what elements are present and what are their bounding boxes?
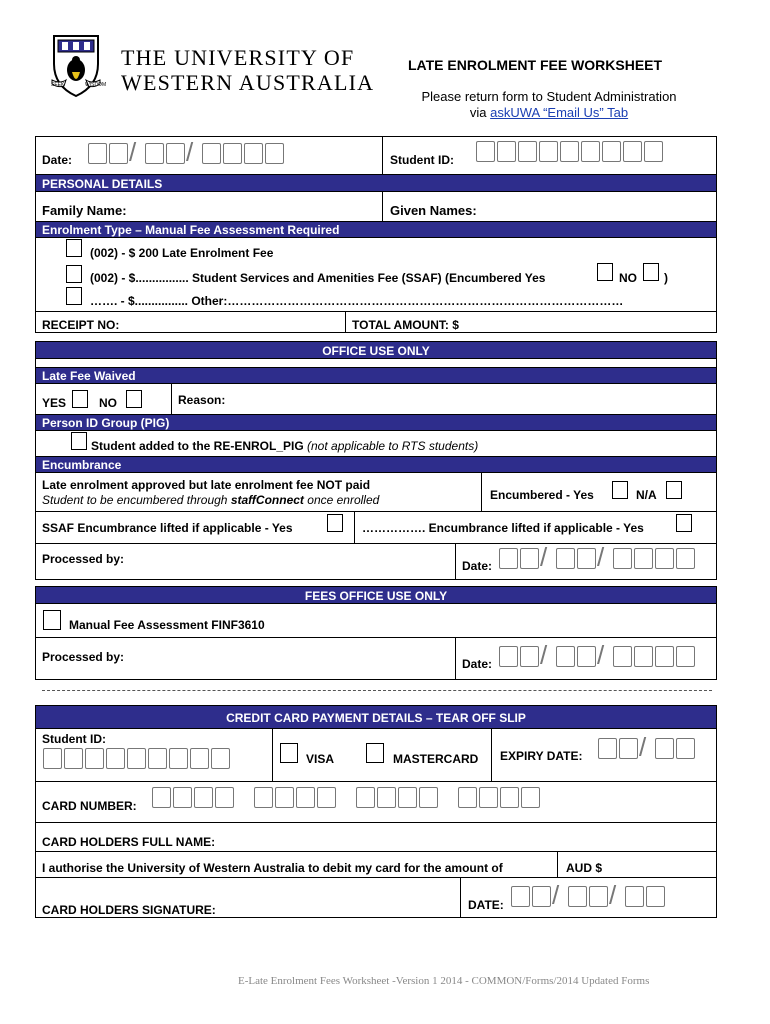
waived-no-checkbox[interactable] <box>126 390 142 408</box>
na-label: N/A <box>636 488 657 502</box>
mastercard-label: MASTERCARD <box>393 752 479 766</box>
fees-processed-row-top <box>35 637 717 638</box>
pig-main-text: Student added to the RE-ENROL_PIG <box>91 439 304 453</box>
other-fee-option: ……. - $................ Other:……………………………………………………………………………………… <box>90 294 624 308</box>
late-fee-option: (002) - $ 200 Late Enrolment Fee <box>90 246 274 260</box>
enc-line2-bold: staffConnect <box>230 493 304 507</box>
pig-header: Person ID Group (PIG) <box>35 414 717 431</box>
return-line2 <box>408 105 690 121</box>
receipt-row-divider <box>345 311 346 333</box>
total-amount-label: TOTAL AMOUNT: $ <box>352 318 459 332</box>
office-date-field[interactable]: / / <box>499 546 709 574</box>
office-processed-by-label: Processed by: <box>42 552 125 566</box>
date-row-divider <box>382 136 383 174</box>
encumbrance-line2 <box>42 493 379 507</box>
university-crest <box>50 34 107 98</box>
ssaf-encumbered-no-checkbox[interactable] <box>643 263 659 281</box>
return-via: via <box>469 105 491 120</box>
expiry-date-field[interactable]: / <box>598 736 708 764</box>
aud-divider <box>557 851 558 877</box>
ssaf-lifted-divider <box>354 511 355 543</box>
ssaf-checkbox[interactable] <box>66 265 82 283</box>
cc-id-divider <box>272 729 273 781</box>
signature-row-top <box>35 877 717 878</box>
holder-name-label: CARD HOLDERS FULL NAME: <box>42 835 216 849</box>
na-checkbox[interactable] <box>666 481 682 499</box>
personal-details-header: PERSONAL DETAILS <box>35 174 717 192</box>
manual-fee-checkbox[interactable] <box>43 610 61 630</box>
sig-date-divider <box>460 877 461 918</box>
family-name-label: Family Name: <box>42 203 127 218</box>
crest-motto-left: SEEK <box>51 82 65 88</box>
ssaf-close-paren: ) <box>664 271 668 285</box>
other-fee-checkbox[interactable] <box>66 287 82 305</box>
enc-line2-post: once enrolled <box>303 493 380 507</box>
university-name-line1: THE UNIVERSITY OF <box>121 45 355 70</box>
fees-processed-by-label: Processed by: <box>42 650 125 664</box>
fees-office-header: FEES OFFICE USE ONLY <box>35 586 717 604</box>
encumbrance-header: Encumbrance <box>35 456 717 473</box>
visa-checkbox[interactable] <box>280 743 298 763</box>
pig-note: (not applicable to RTS students) <box>303 439 479 453</box>
office-date-divider <box>455 543 456 580</box>
encumbrance-line1: Late enrolment approved but late enrolment fee NOT paid <box>42 478 371 492</box>
cc-student-id-label: Student ID: <box>42 732 106 746</box>
mastercard-checkbox[interactable] <box>366 743 384 763</box>
crest-motto-right: WISDOM <box>85 82 107 88</box>
names-divider <box>382 192 383 222</box>
credit-card-header: CREDIT CARD PAYMENT DETAILS – TEAR OFF SLIP <box>35 705 717 729</box>
university-name-line2: WESTERN AUSTRALIA <box>121 70 375 95</box>
form-title: LATE ENROLMENT FEE WORKSHEET <box>408 57 663 73</box>
fees-date-divider <box>455 637 456 680</box>
office-date-label: Date: <box>462 559 493 573</box>
date-field[interactable]: / / <box>88 141 298 169</box>
authorise-text: I authorise the University of Western Australia to debit my card for the amount of <box>42 861 503 875</box>
fees-date-label: Date: <box>462 657 493 671</box>
late-fee-checkbox[interactable] <box>66 239 82 257</box>
card-number-label: CARD NUMBER: <box>42 799 137 813</box>
card-number-row-top <box>35 781 717 782</box>
office-use-header: OFFICE USE ONLY <box>35 341 717 359</box>
pig-text <box>91 439 478 453</box>
expiry-divider <box>491 729 492 781</box>
late-fee-waived-header: Late Fee Waived <box>35 367 717 384</box>
ssaf-encumbered-yes-checkbox[interactable] <box>597 263 613 281</box>
holder-name-row-top <box>35 822 717 823</box>
receipt-no-label: RECEIPT NO: <box>42 318 120 332</box>
pig-checkbox[interactable] <box>71 432 87 450</box>
waived-yes-label: YES <box>42 396 67 410</box>
encumbered-yes-checkbox[interactable] <box>612 481 628 499</box>
given-names-label: Given Names: <box>390 203 477 218</box>
student-id-field[interactable] <box>476 141 666 165</box>
askuwa-link[interactable]: askUWA “Email Us” Tab <box>490 105 629 120</box>
ssaf-option: (002) - $................ Student Services and Amenities Fee (SSAF) (Encumbered Yes <box>90 271 546 285</box>
fees-date-field[interactable]: / / <box>499 644 709 672</box>
date-label: Date: <box>42 153 73 167</box>
waived-no-label: NO <box>99 396 117 410</box>
reason-divider <box>171 384 172 414</box>
student-id-label: Student ID: <box>390 153 454 167</box>
authorise-row-top <box>35 851 717 852</box>
other-lifted-checkbox[interactable] <box>676 514 692 532</box>
signature-label: CARD HOLDERS SIGNATURE: <box>42 903 216 917</box>
visa-label: VISA <box>306 752 335 766</box>
processed-row-top <box>35 543 717 544</box>
ssaf-no-label: NO <box>619 271 637 285</box>
cc-date-field[interactable]: / / <box>511 884 671 912</box>
ssaf-lifted-row-top <box>35 511 717 512</box>
ssaf-lifted-label: SSAF Encumbrance lifted if applicable - Yes <box>42 521 293 535</box>
cc-date-label: DATE: <box>468 898 504 912</box>
tear-off-line <box>42 690 712 691</box>
return-instructions <box>408 89 690 121</box>
card-number-field[interactable] <box>152 787 552 813</box>
encumbered-divider <box>481 473 482 511</box>
cc-student-id-field[interactable] <box>43 748 233 774</box>
return-line1: Please return form to Student Administration <box>421 89 677 104</box>
ssaf-lifted-checkbox[interactable] <box>327 514 343 532</box>
expiry-date-label: EXPIRY DATE: <box>500 749 583 763</box>
waived-yes-checkbox[interactable] <box>72 390 88 408</box>
manual-fee-label: Manual Fee Assessment FINF3610 <box>69 618 265 632</box>
enc-line2-pre: Student to be encumbered through <box>42 493 231 507</box>
receipt-row-top <box>35 311 717 312</box>
aud-label: AUD $ <box>566 861 603 875</box>
other-lifted-label: ……………. Encumbrance lifted if applicable - Yes <box>362 521 644 535</box>
enrolment-type-header: Enrolment Type – Manual Fee Assessment Required <box>35 221 717 238</box>
encumbered-yes-label: Encumbered - Yes <box>490 488 594 502</box>
footer-text: E-Late Enrolment Fees Worksheet -Version 1 2014 - COMMON/Forms/2014 Updated Forms <box>238 975 650 987</box>
reason-label: Reason: <box>178 393 226 407</box>
